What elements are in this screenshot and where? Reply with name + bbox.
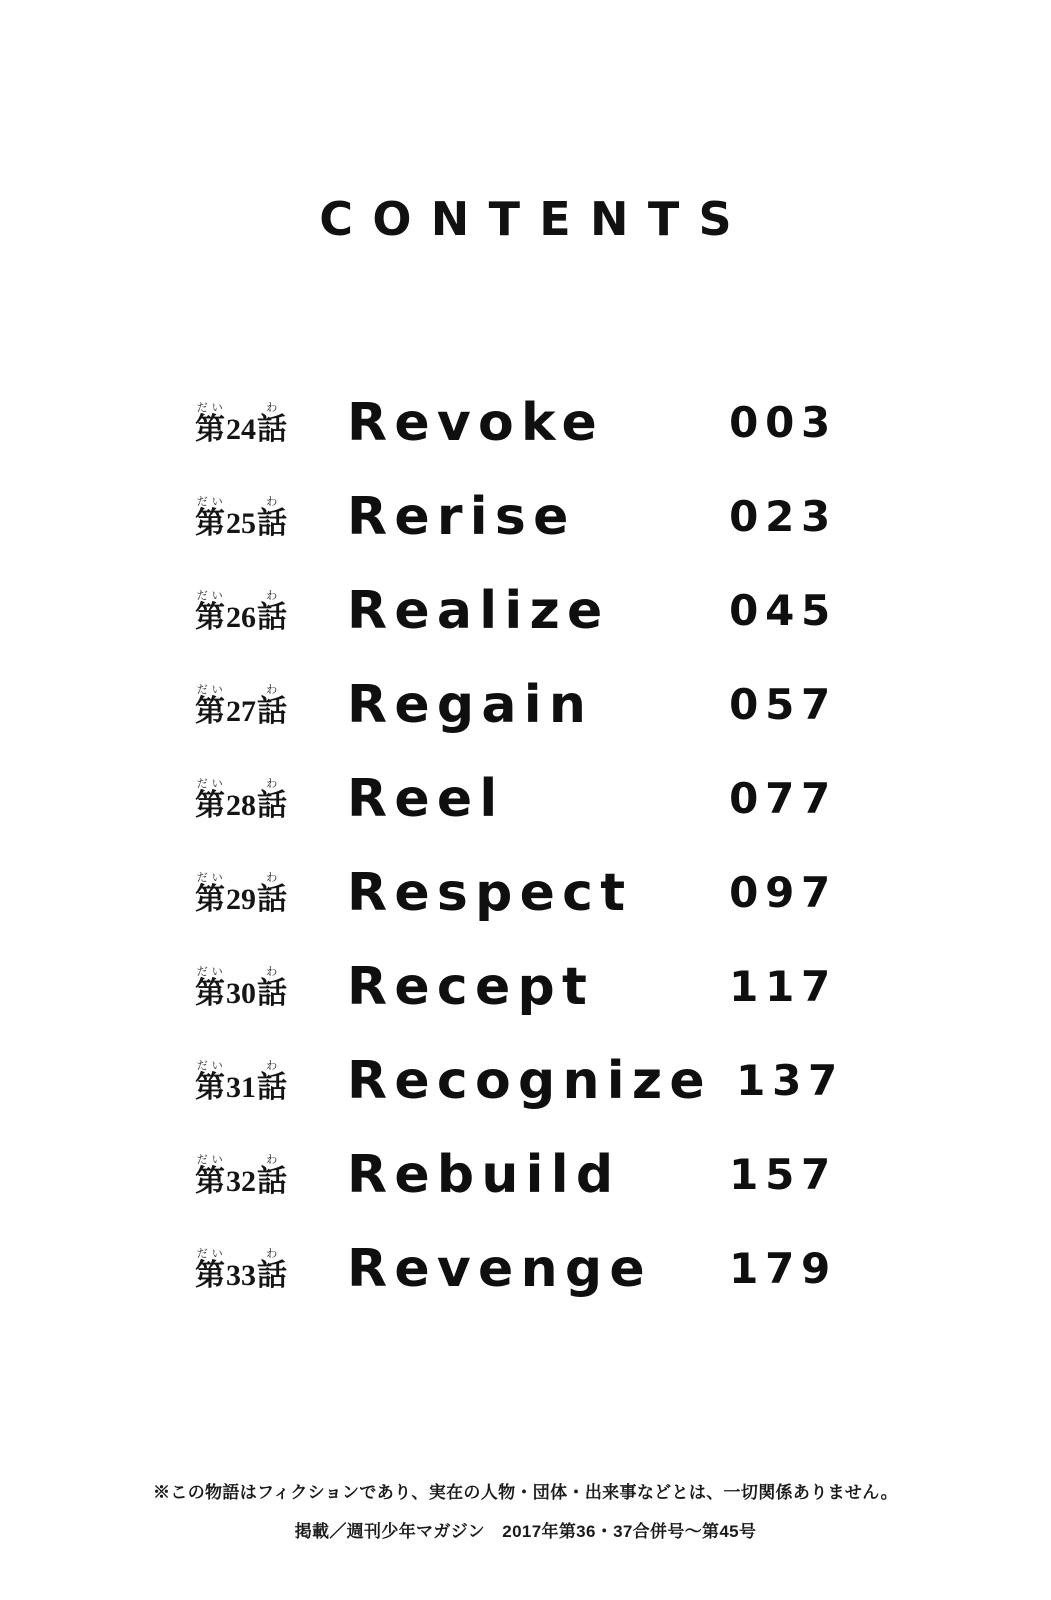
chapter-prefix-kanji: 第だい <box>195 589 225 634</box>
chapter-title: Recognize <box>347 1051 712 1111</box>
chapter-label <box>195 1154 347 1197</box>
chapter-page-number: 117 <box>729 962 837 1011</box>
publication-note: 掲載／週刊少年マガジン 2017年第36・37合併号～第45号 <box>294 1522 757 1541</box>
chapter-label <box>195 872 347 915</box>
chapter-prefix-furigana: だい <box>195 871 225 884</box>
chapter-suffix-kanji: 話わ <box>257 1247 287 1292</box>
chapter-prefix-furigana: だい <box>195 401 225 414</box>
chapter-page-number: 097 <box>729 868 837 917</box>
chapter-suffix-furigana: わ <box>257 1247 287 1260</box>
toc-row <box>195 1128 837 1222</box>
footer <box>0 1478 1051 1542</box>
toc-row <box>195 470 837 564</box>
chapter-number: 30 <box>226 976 256 1010</box>
chapter-label <box>195 966 347 1009</box>
toc-row <box>195 846 837 940</box>
chapter-suffix-furigana: わ <box>257 683 287 696</box>
chapter-prefix-furigana: だい <box>195 1153 225 1166</box>
chapter-label <box>195 1248 347 1291</box>
chapter-page-number: 179 <box>729 1244 837 1293</box>
chapter-title: Rebuild <box>347 1145 621 1205</box>
chapter-suffix-furigana: わ <box>257 495 287 508</box>
chapter-prefix-furigana: だい <box>195 683 225 696</box>
chapter-suffix-kanji: 話わ <box>257 1153 287 1198</box>
chapter-title: Revenge <box>347 1239 652 1299</box>
chapter-number: 27 <box>226 694 256 728</box>
chapter-page-number: 045 <box>729 586 837 635</box>
chapter-suffix-furigana: わ <box>257 777 287 790</box>
chapter-title: Revoke <box>347 393 605 453</box>
chapter-title: Reel <box>347 769 505 829</box>
chapter-title: Recept <box>347 957 595 1017</box>
chapter-suffix-kanji: 話わ <box>257 401 287 446</box>
chapter-page-number: 003 <box>729 398 837 447</box>
chapter-prefix-furigana: だい <box>195 589 225 602</box>
chapter-page-number: 023 <box>729 492 837 541</box>
toc-row <box>195 940 837 1034</box>
chapter-page-number: 157 <box>729 1150 837 1199</box>
chapter-label <box>195 684 347 727</box>
chapter-number: 31 <box>226 1070 256 1104</box>
toc-row <box>195 658 837 752</box>
chapter-prefix-furigana: だい <box>195 777 225 790</box>
chapter-suffix-kanji: 話わ <box>257 871 287 916</box>
chapter-page-number: 057 <box>729 680 837 729</box>
chapter-prefix-furigana: だい <box>195 1059 225 1072</box>
toc-row <box>195 752 837 846</box>
chapter-title: Realize <box>347 581 610 641</box>
toc-list <box>195 376 844 1316</box>
chapter-label <box>195 496 347 539</box>
chapter-prefix-kanji: 第だい <box>195 1153 225 1198</box>
chapter-suffix-furigana: わ <box>257 1153 287 1166</box>
chapter-number: 29 <box>226 882 256 916</box>
toc-row <box>195 376 837 470</box>
chapter-suffix-kanji: 話わ <box>257 777 287 822</box>
chapter-number: 32 <box>226 1164 256 1198</box>
fiction-disclaimer: ※この物語はフィクションであり、実在の人物・団体・出来事などとは、一切関係ありません。 <box>153 1483 898 1502</box>
chapter-prefix-furigana: だい <box>195 965 225 978</box>
chapter-prefix-kanji: 第だい <box>195 777 225 822</box>
chapter-label <box>195 402 347 445</box>
toc-row <box>195 1222 837 1316</box>
chapter-suffix-kanji: 話わ <box>257 495 287 540</box>
chapter-prefix-kanji: 第だい <box>195 1059 225 1104</box>
chapter-number: 28 <box>226 788 256 822</box>
chapter-prefix-furigana: だい <box>195 1247 225 1260</box>
chapter-number: 25 <box>226 506 256 540</box>
chapter-suffix-kanji: 話わ <box>257 965 287 1010</box>
chapter-prefix-kanji: 第だい <box>195 683 225 728</box>
toc-row <box>195 1034 844 1128</box>
chapter-prefix-kanji: 第だい <box>195 495 225 540</box>
chapter-title: Rerise <box>347 487 576 547</box>
chapter-suffix-furigana: わ <box>257 401 287 414</box>
toc-row <box>195 564 837 658</box>
chapter-prefix-kanji: 第だい <box>195 401 225 446</box>
chapter-number: 26 <box>226 600 256 634</box>
chapter-suffix-furigana: わ <box>257 1059 287 1072</box>
chapter-suffix-kanji: 話わ <box>257 683 287 728</box>
chapter-label <box>195 590 347 633</box>
chapter-page-number: 137 <box>736 1056 844 1105</box>
chapter-suffix-furigana: わ <box>257 965 287 978</box>
chapter-suffix-kanji: 話わ <box>257 589 287 634</box>
chapter-prefix-kanji: 第だい <box>195 1247 225 1292</box>
chapter-prefix-kanji: 第だい <box>195 965 225 1010</box>
chapter-label <box>195 1060 347 1103</box>
chapter-number: 24 <box>226 412 256 446</box>
chapter-suffix-furigana: わ <box>257 871 287 884</box>
chapter-prefix-kanji: 第だい <box>195 871 225 916</box>
chapter-suffix-furigana: わ <box>257 589 287 602</box>
chapter-number: 33 <box>226 1258 256 1292</box>
page-title: CONTENTS <box>319 192 752 246</box>
chapter-label <box>195 778 347 821</box>
chapter-suffix-kanji: 話わ <box>257 1059 287 1104</box>
chapter-prefix-furigana: だい <box>195 495 225 508</box>
chapter-title: Regain <box>347 675 594 735</box>
chapter-page-number: 077 <box>729 774 837 823</box>
chapter-title: Respect <box>347 863 633 923</box>
